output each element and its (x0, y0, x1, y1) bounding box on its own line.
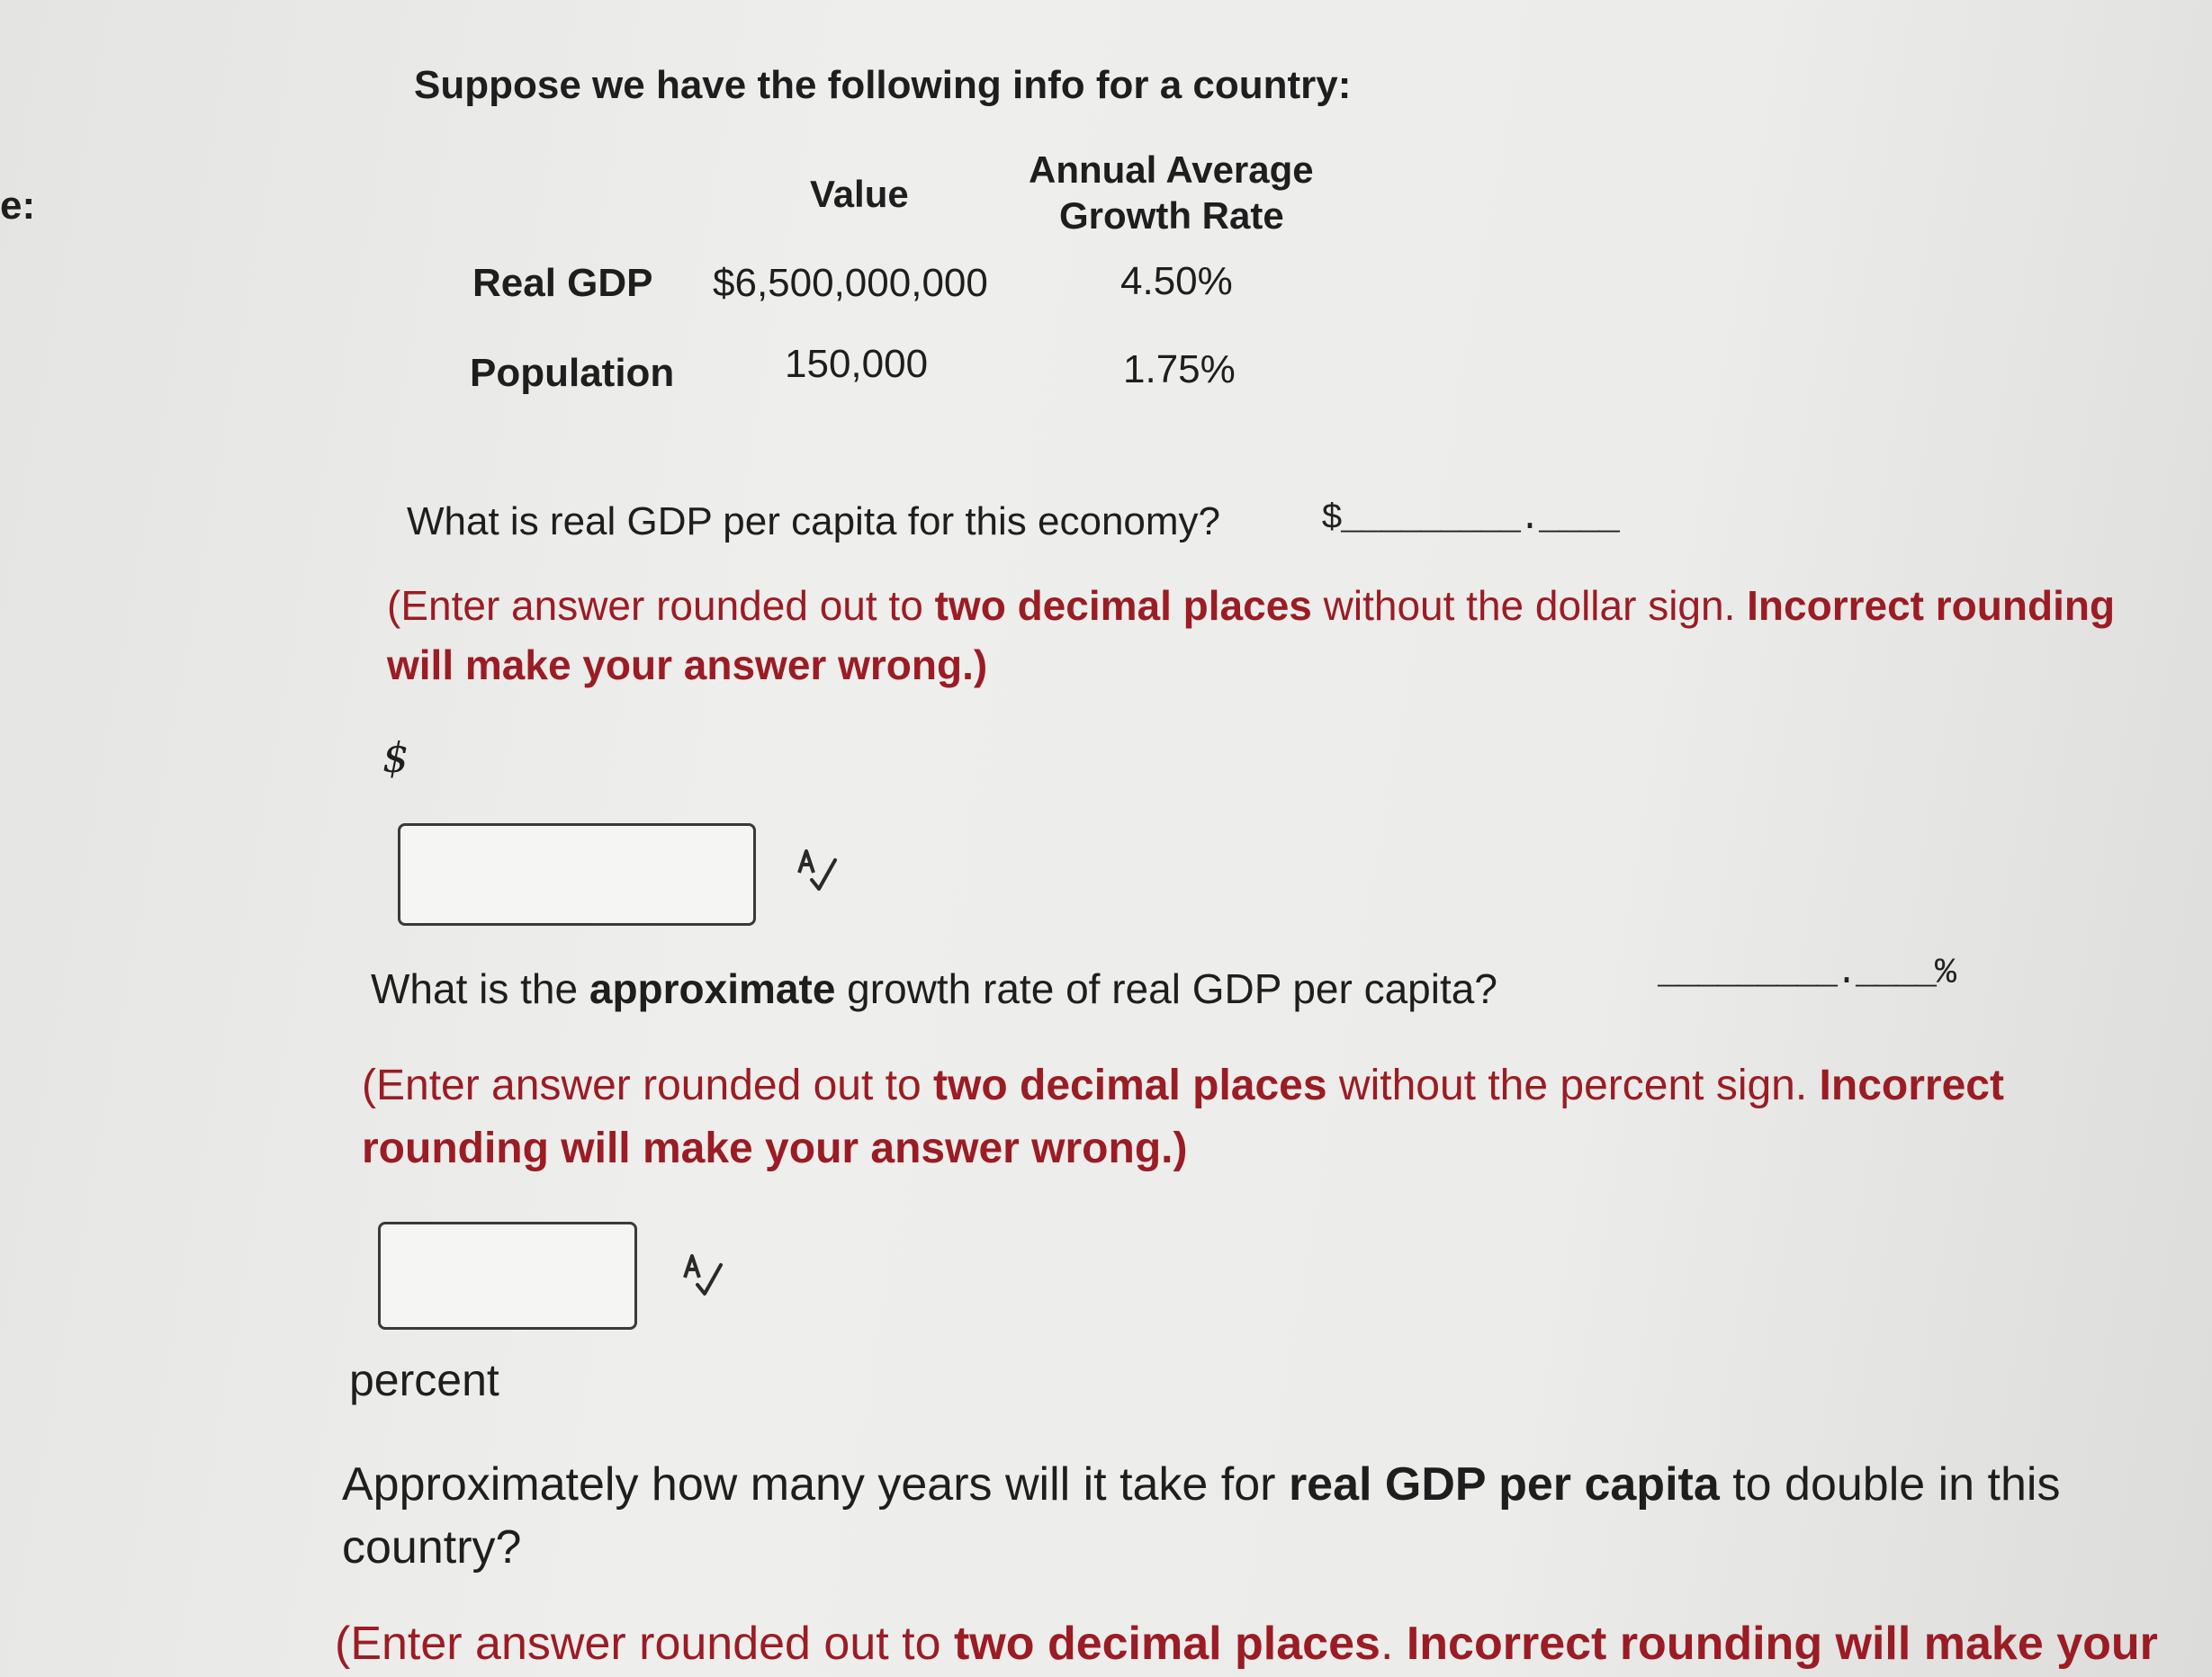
q2-note-part1: (Enter answer rounded out to (362, 1062, 934, 1109)
q2-answer-input[interactable] (381, 1224, 634, 1327)
q1-note-part2: without the dollar sign. (1311, 582, 1748, 629)
q2-note-part2: without the percent sign. (1326, 1062, 1820, 1109)
intro-text: Suppose we have the following info for a country: (414, 63, 1352, 107)
q1-note-part1: (Enter answer rounded out to (387, 582, 935, 629)
q2-answer-blank: _________.____% (1658, 954, 1956, 994)
q1-answer-input[interactable] (400, 826, 753, 923)
q3-note-bold2: Incorrect rounding will make your (1406, 1618, 2158, 1670)
q3-question (342, 1453, 2106, 1579)
q2-question-part2: growth rate of real GDP per capita? (835, 965, 1497, 1012)
row-label-real-gdp: Real GDP (472, 261, 653, 305)
table-header-growth-line2: Growth Rate (1059, 194, 1284, 237)
q3-note-part2: . (1380, 1618, 1407, 1670)
q3-note-part1: (Enter answer rounded out to (335, 1618, 954, 1670)
q2-note-bold2: Incorrect rounding will make your answer wrong.) (362, 1062, 2004, 1172)
row-value-population: 150,000 (785, 342, 929, 386)
q3-question-part1: Approximately how many years will it take for (342, 1458, 1289, 1511)
q2-instructions (362, 1054, 2126, 1180)
q3-question-bold: real GDP per capita (1288, 1458, 1720, 1511)
table-header-growth-line1: Annual Average (1029, 148, 1314, 191)
q1-note-bold2: Incorrect rounding will make your answer wrong.) (387, 582, 2116, 688)
edge-fragment: e: (0, 184, 36, 228)
q2-answer-box[interactable] (378, 1222, 637, 1330)
q2-note-bold1: two decimal places (933, 1062, 1327, 1109)
q1-answer-blank: $_________.____ (1321, 499, 1619, 540)
q2-question-bold: approximate (589, 965, 836, 1012)
q1-note-bold1: two decimal places (934, 582, 1312, 629)
q2-unit-label: percent (349, 1355, 499, 1405)
q2-question (371, 964, 1497, 1013)
q3-instructions (335, 1612, 2158, 1675)
row-label-population: Population (470, 351, 675, 395)
q3-note-bold1: two decimal places (953, 1618, 1380, 1670)
q3-question-part2: to double in this country? (342, 1458, 2061, 1574)
row-value-real-gdp: $6,500,000,000 (713, 261, 988, 305)
q1-question: What is real GDP per capita for this economy? (407, 499, 1221, 543)
spellcheck-icon[interactable] (794, 846, 842, 894)
q1-dollar-prefix: $ (382, 733, 409, 782)
table-header-value: Value (810, 173, 909, 215)
row-growth-population: 1.75% (1123, 347, 1236, 391)
row-growth-real-gdp: 4.50% (1120, 259, 1233, 303)
q2-question-part1: What is the (371, 965, 589, 1012)
q1-answer-box[interactable] (398, 823, 756, 926)
q1-instructions (387, 576, 2151, 695)
spellcheck-icon[interactable] (679, 1251, 728, 1299)
